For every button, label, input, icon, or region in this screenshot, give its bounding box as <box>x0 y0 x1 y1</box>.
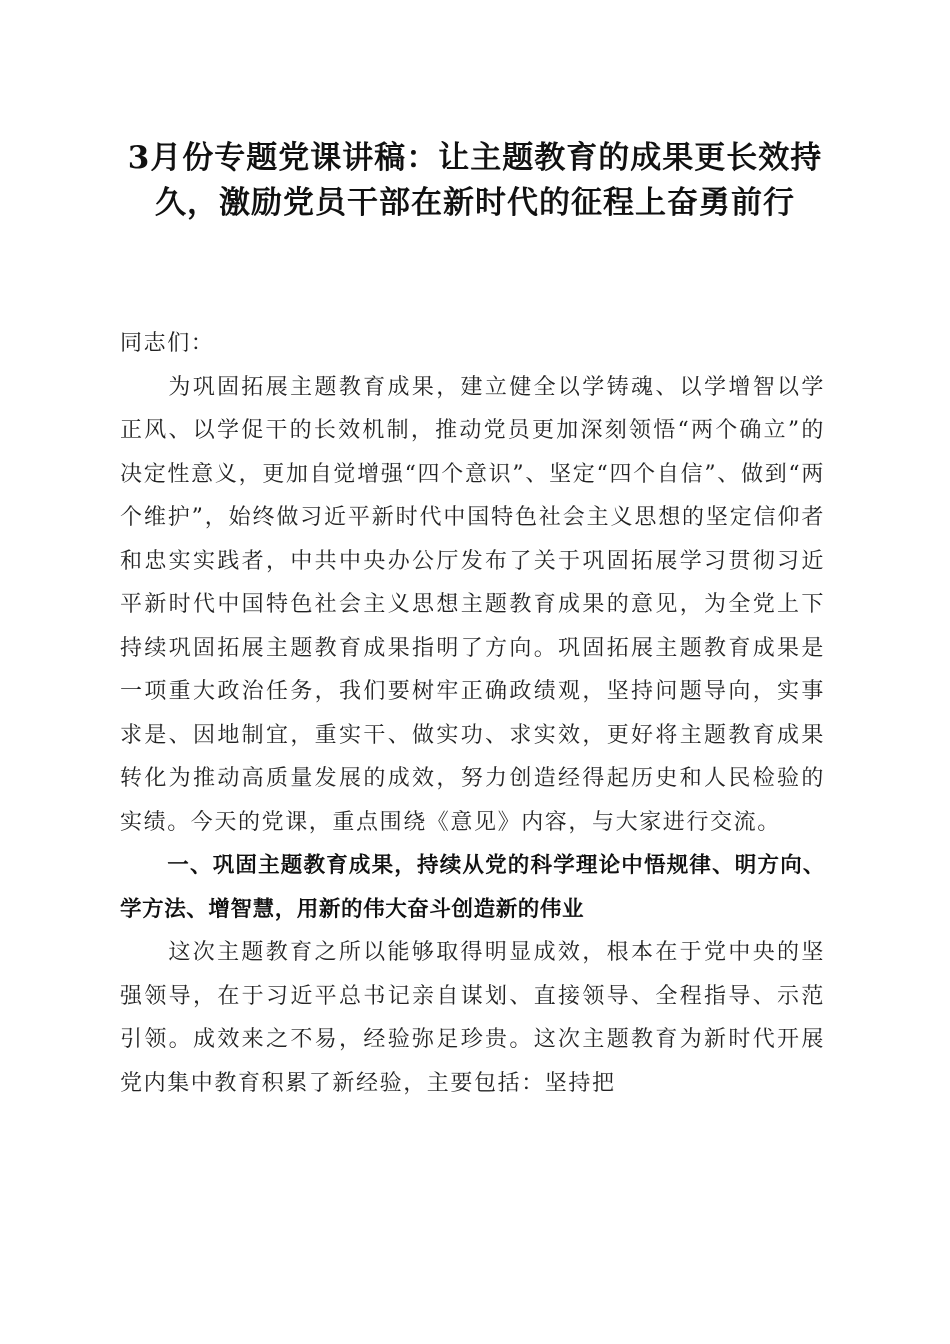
section-paragraph-1: 这次主题教育之所以能够取得明显成效，根本在于党中央的坚强领导，在于习近平总书记亲自谋划、直接领导、全程指导、示范引领。成效来之不易，经验弥足珍贵。这次主题教育为新时代开展党内集中教育积累了新经验，主要包括：坚持把 <box>120 940 825 1096</box>
document-body <box>120 322 825 1105</box>
salutation: 同志们： <box>120 331 215 356</box>
document-title: 3月份专题党课讲稿：让主题教育的成果更长效持久，激励党员干部在新时代的征程上奋勇前行 <box>127 140 823 221</box>
section-heading-1: 一、巩固主题教育成果，持续从党的科学理论中悟规律、明方向、学方法、增智慧，用新的伟大奋斗创造新的伟业 <box>120 853 825 922</box>
intro-paragraph: 为巩固拓展主题教育成果，建立健全以学铸魂、以学增智以学正风、以学促干的长效机制，推动党员更加深刻领悟“两个确立”的决定性意义，更加自觉增强“四个意识”、坚定“四个自信”、做到“两个维护”，始终做习近平新时代中国特色社会主义思想的坚定信仰者和忠实实践者，中共中央办公厅发布了关于巩固拓展学习贯彻习近平新时代中国特色社会主义思想主题教育成果的意见，为全党上下持续巩固拓展主题教育成果指明了方向。巩固拓展主题教育成果是一项重大政治任务，我们要树牢正确政绩观，坚持问题导向，实事求是、因地制宜，重实干、做实功、求实效，更好将主题教育成果转化为推动高质量发展的成效，努力创造经得起历史和人民检验的实绩。今天的党课，重点围绕《意见》内容，与大家进行交流。 <box>120 374 825 835</box>
